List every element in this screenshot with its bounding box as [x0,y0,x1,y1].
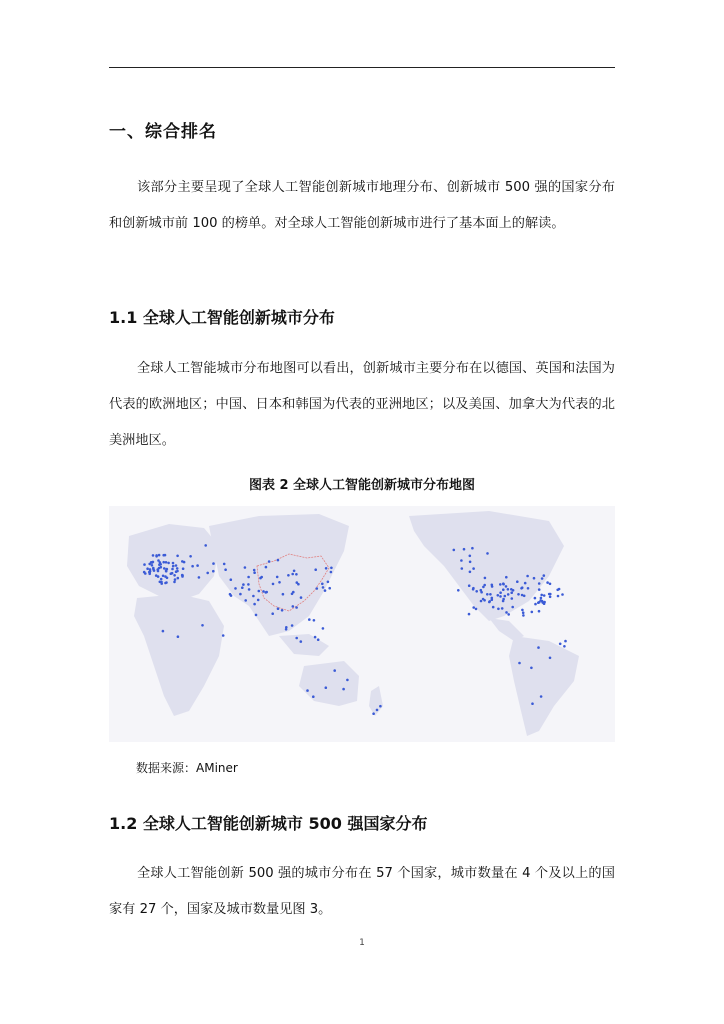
city-dot [292,605,295,608]
city-dot [295,637,298,640]
city-dot [346,679,349,682]
city-dot [480,600,483,603]
city-dot [162,575,165,578]
city-dot [157,575,160,578]
city-dot [469,571,472,574]
city-dot [265,566,268,569]
city-dot [512,589,515,592]
city-dot [540,594,543,597]
city-dot [241,586,244,589]
section-title: 一、综合排名 [109,122,217,142]
city-dot [160,578,163,581]
city-dot [293,570,296,573]
city-dot [517,593,520,596]
city-dot [457,589,460,592]
city-dot [174,578,177,581]
city-dot [152,568,155,571]
world-map [109,506,615,742]
city-dot [162,561,165,564]
city-dot [499,591,502,594]
city-dot [321,583,324,586]
city-dot [230,578,233,581]
city-dot [522,614,525,617]
city-dot [376,709,379,712]
city-dot [171,568,174,571]
city-dot [511,597,514,600]
city-dot [277,607,280,610]
city-dot [322,627,325,630]
city-dot [247,576,250,579]
city-dot [471,547,474,550]
city-dot [322,586,325,589]
city-dot [324,589,327,592]
city-dot [549,657,552,660]
city-dot [472,567,475,570]
city-dot [151,564,154,567]
city-dot [564,640,567,643]
subsection-2-paragraph: 全球人工智能创新 500 强的城市分布在 57 个国家，城市数量在 4 个及以上的国家有 27 个，国家及城市数量见图 3。 [109,866,615,917]
city-dot [271,612,274,615]
city-dot [295,606,298,609]
city-dot [475,590,478,593]
city-dot [372,712,375,715]
city-dot [516,580,519,583]
city-dot [540,597,543,600]
city-dot [505,611,508,614]
city-dot [257,599,260,602]
city-dot [198,576,201,579]
city-dot [333,669,336,672]
city-dot [152,554,155,557]
city-dot [507,588,510,591]
city-dot [556,589,559,592]
city-dot [175,564,178,567]
city-dot [453,549,456,552]
city-dot [484,577,487,580]
city-dot [531,611,534,614]
city-dot [306,689,309,692]
city-dot [158,554,161,557]
city-dot [253,571,256,574]
city-dot [247,583,250,586]
city-dot [505,585,508,588]
city-dot [461,567,464,570]
city-dot [296,581,299,584]
city-dot [510,591,513,594]
city-dot [206,572,209,575]
city-dot [155,554,158,557]
city-dot [543,594,546,597]
city-dot [502,582,505,585]
city-dot [170,572,173,575]
city-dot [524,582,527,585]
city-dot [272,583,275,586]
city-dot [314,568,317,571]
city-dot [157,570,160,573]
city-dot [463,548,466,551]
city-dot [300,596,303,599]
city-dot [295,573,298,576]
city-dot [540,695,543,698]
city-dot [143,571,146,574]
city-dot [563,645,566,648]
city-dot [325,567,328,570]
city-dot [534,603,537,606]
subsection-2-title: 1.2 全球人工智能创新城市 500 强国家分布 [109,814,428,833]
city-dot [482,586,485,589]
city-dot [538,610,541,613]
city-dot [491,598,494,601]
city-dot [317,638,320,641]
city-dot [507,613,510,616]
figure-caption: 图表 2 全球人工智能创新城市分布地图 [248,478,476,493]
city-dot [173,574,176,577]
city-dot [312,695,315,698]
city-dot [469,561,472,564]
subsection-1-title: 1.1 全球人工智能创新城市分布 [109,308,335,327]
city-dot [468,584,471,587]
city-dot [330,567,333,570]
city-dot [173,581,176,584]
city-dot [502,588,505,591]
city-dot [486,552,489,555]
city-dot [538,601,541,604]
city-dot [499,595,502,598]
city-dot [255,614,258,617]
city-dot [522,611,525,614]
city-dot [491,585,494,588]
city-dot [162,554,165,557]
city-dot [292,591,295,594]
city-dot [475,608,478,611]
city-dot [167,562,170,565]
city-dot [158,563,161,566]
city-dot [177,577,180,580]
city-dot [291,573,294,576]
city-dot [543,574,546,577]
city-dot [149,568,152,571]
city-dot [497,594,500,597]
city-dot [549,596,552,599]
city-dot [379,705,382,708]
city-dot [222,634,225,637]
city-dot [505,576,508,579]
city-dot [502,600,505,603]
city-dot [469,555,472,558]
city-dot [223,563,226,566]
city-dot [278,581,281,584]
city-dot [549,583,552,586]
city-dot [212,570,215,573]
city-dot [252,595,255,598]
city-dot [308,618,311,621]
city-dot [316,587,319,590]
city-dot [497,608,500,611]
city-dot [527,587,530,590]
intro-paragraph: 该部分主要呈现了全球人工智能创新城市地理分布、创新城市 500 强的国家分布和创新城市前 100 的榜单。对全球人工智能创新城市进行了基本面上的解读。 [109,180,615,231]
city-dot [561,593,564,596]
city-dot [504,595,507,598]
city-dot [538,588,541,591]
city-dot [291,624,294,627]
city-dot [165,581,168,584]
city-dot [543,601,546,604]
city-dot [253,603,256,606]
city-dot [468,613,471,616]
city-dot [157,559,160,562]
city-dot [181,575,184,578]
city-dot [265,591,268,594]
city-dot [234,587,237,590]
city-dot [300,640,303,643]
city-dot [163,567,166,570]
city-dot [260,576,263,579]
city-dot [239,593,242,596]
city-dot [268,560,271,563]
city-dot [325,686,328,689]
city-dot [526,575,529,578]
city-dot [276,576,279,579]
header-rule [109,67,615,68]
city-dot [557,595,560,598]
city-dot [158,567,161,570]
city-dot [162,630,165,633]
city-dot [204,544,207,547]
city-dot [492,606,495,609]
city-dot [258,590,261,593]
city-dot [150,561,153,564]
city-dot [262,590,265,593]
city-dot [472,606,475,609]
city-dot [282,593,285,596]
city-dot [172,562,175,565]
city-dot [518,662,521,665]
city-dot [501,607,504,610]
city-dot [229,593,232,596]
city-dot [277,559,280,562]
city-dot [176,555,179,558]
city-dot [480,591,483,594]
city-dot [530,667,533,670]
city-dot [182,567,185,570]
city-dot [189,555,192,558]
city-dot [342,688,345,691]
city-dot [285,628,288,631]
city-dot [327,581,330,584]
city-dot [242,583,245,586]
city-dot [248,588,251,591]
city-dot [160,582,163,585]
city-dot [313,619,316,622]
city-dot [460,559,463,562]
city-dot [531,702,534,705]
city-dot [537,646,540,649]
city-dot [224,568,227,571]
city-dot [181,560,184,563]
city-dot [287,574,290,577]
city-dot [164,575,167,578]
page-number: 1 [359,938,365,948]
city-dot [538,582,541,585]
city-dot [196,564,199,567]
city-dot [523,595,526,598]
city-dot [521,586,524,589]
city-dot [212,562,215,565]
city-dot [165,561,168,564]
city-dot [511,606,514,609]
city-dot [489,593,492,596]
city-dot [483,599,486,602]
city-dot [472,587,475,590]
data-source: 数据来源：AMiner [136,761,238,775]
city-dot [177,635,180,638]
city-dot [559,643,562,646]
city-dot [507,593,510,596]
city-dot [330,571,333,574]
city-dot [488,601,491,604]
city-dot [201,624,204,627]
city-dot [486,593,489,596]
city-dot [314,636,317,639]
city-dot [534,597,537,600]
city-dot [521,609,524,612]
city-dot [548,593,551,596]
city-dot [244,566,247,569]
city-dot [191,565,194,568]
city-dot [253,569,256,572]
city-dot [533,577,536,580]
city-dot [541,577,544,580]
city-dot [175,570,178,573]
subsection-1-paragraph: 全球人工智能城市分布地图可以看出，创新城市主要分布在以德国、英国和法国为代表的欧洲地区；中国、日本和韩国为代表的亚洲地区；以及美国、加拿大为代表的北美洲地区。 [109,361,615,448]
world-map-figure [109,506,615,742]
city-dot [166,568,169,571]
city-dot [172,565,175,568]
city-dot [546,581,549,584]
city-dot [499,583,502,586]
city-dot [281,609,284,612]
city-dot [146,567,149,570]
city-dot [244,599,247,602]
city-dot [176,567,179,570]
city-dot [143,563,146,566]
city-dot [328,587,331,590]
